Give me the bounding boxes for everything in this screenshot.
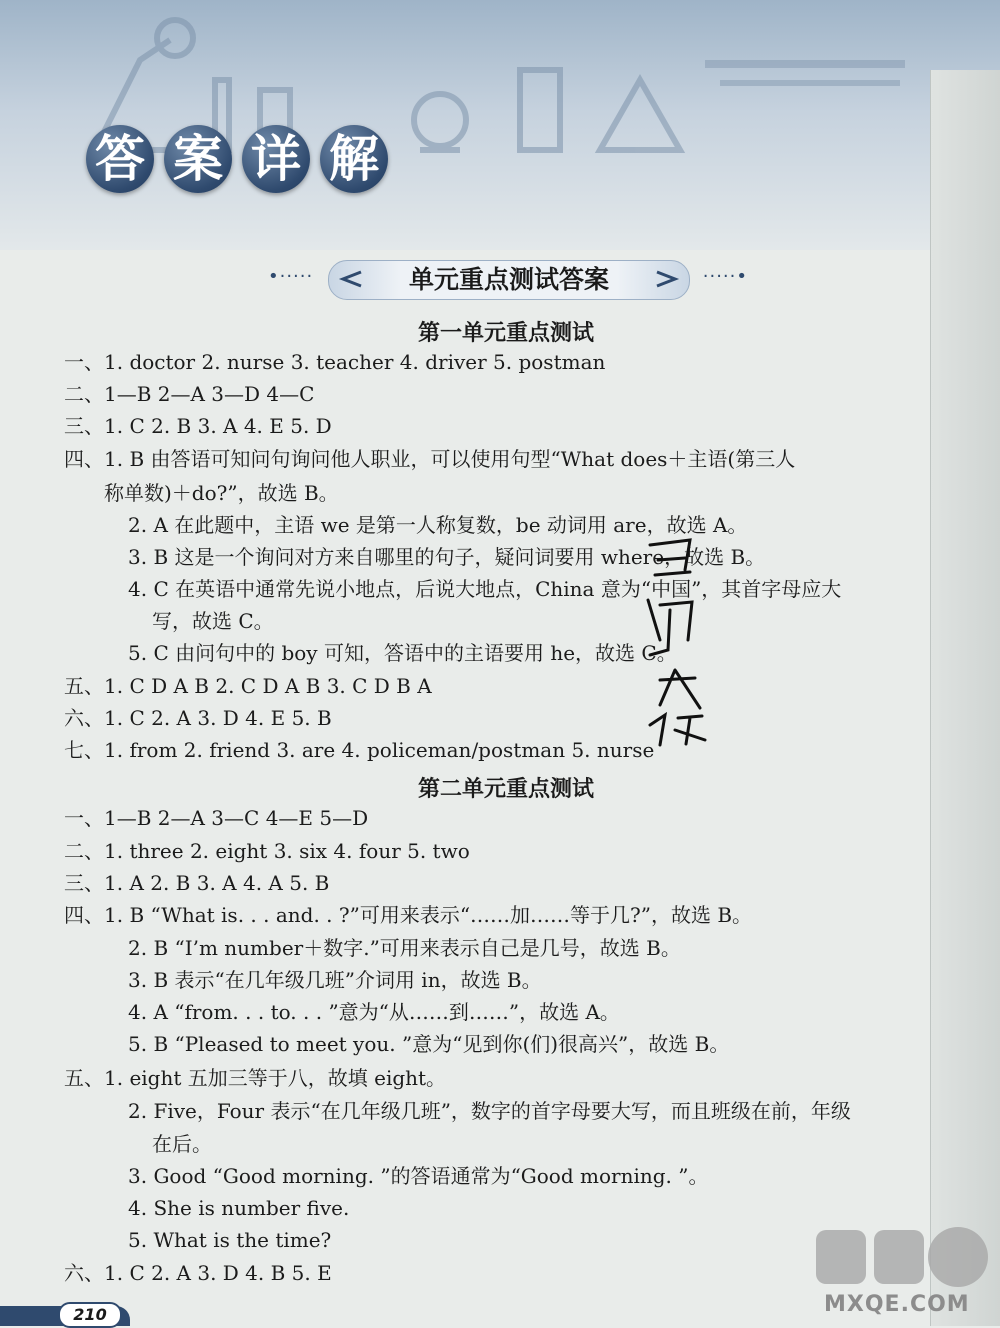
unit2-title: 第二单元重点测试	[417, 777, 594, 802]
answer-line: 七、1. from 2. friend 3. are 4. policeman/postman 5. nurse	[64, 738, 655, 762]
answer-line: 5. B “Pleased to meet you. ”意为“见到你(们)很高兴”，故选 B。	[128, 1032, 730, 1056]
answer-line: 六、1. C 2. A 3. D 4. E 5. B	[64, 706, 332, 730]
answer-line: 3. B 这是一个询问对方来自哪里的句子，疑问词要用 where，故选 B。	[128, 545, 766, 569]
answer-line: 称单数)＋do?”，故选 B。	[104, 481, 339, 505]
answer-line: 二、1—B 2—A 3—D 4—C	[64, 382, 315, 406]
answer-line: 2. B “I’m number＋数字.”可用来表示自己是几号，故选 B。	[128, 936, 681, 960]
banner-title-char: 详	[242, 125, 310, 193]
unit1-title: 第一单元重点测试	[417, 321, 594, 346]
lab-equipment-illustration	[0, 0, 1000, 250]
answer-line: 五、1. eight 五加三等于八，故填 eight。	[64, 1066, 447, 1090]
banner-title-char: 答	[86, 125, 154, 193]
page-right-margin	[930, 70, 1000, 1326]
answer-line: 5. What is the time?	[128, 1228, 332, 1252]
answer-line: 写，故选 C。	[152, 609, 274, 633]
answer-line: 3. B 表示“在几年级几班”介词用 in，故选 B。	[128, 968, 542, 992]
banner-title-char: 案	[164, 125, 232, 193]
answer-line: 五、1. C D A B 2. C D A B 3. C D B A	[64, 674, 432, 698]
answer-line: 四、1. B 由答语可知问句询问他人职业，可以使用句型“What does＋主语(第三人	[64, 447, 796, 471]
section-title-pill	[328, 260, 690, 300]
section-dots-right: ·····•	[702, 266, 748, 287]
right-chevron-ornament-icon	[655, 270, 681, 288]
answer-line: 四、1. B “What is. . . and. . ?”可用来表示“……加……等于几?”，故选 B。	[64, 903, 753, 927]
page-number: 210	[58, 1302, 122, 1328]
section-dots-left: •·····	[268, 266, 314, 287]
watermark-site-text: MXQE.COM	[824, 1292, 970, 1317]
page-number-tab	[0, 1300, 140, 1326]
watermark-logo	[812, 1222, 992, 1292]
answer-line: 六、1. C 2. A 3. D 4. B 5. E	[64, 1261, 332, 1285]
section-header	[268, 258, 748, 302]
header-banner	[0, 0, 1000, 250]
answer-line: 一、1—B 2—A 3—C 4—E 5—D	[64, 806, 369, 830]
answer-line: 一、1. doctor 2. nurse 3. teacher 4. driver 5. postman	[64, 350, 606, 374]
handwritten-signature	[630, 530, 720, 750]
answer-line: 三、1. C 2. B 3. A 4. E 5. D	[64, 414, 332, 438]
answer-line: 5. C 由问句中的 boy 可知，答语中的主语要用 he，故选 C。	[128, 641, 677, 665]
answer-line: 2. A 在此题中，主语 we 是第一人称复数，be 动词用 are，故选 A。	[128, 513, 748, 537]
answer-line: 3. Good “Good morning. ”的答语通常为“Good morning. ”。	[128, 1164, 709, 1188]
answer-line: 在后。	[152, 1132, 212, 1156]
answer-line: 4. A “from. . . to. . . ”意为“从……到……”，故选 A。	[128, 1000, 620, 1024]
answer-line: 4. C 在英语中通常先说小地点，后说大地点，China 意为“中国”，其首字母应大	[128, 577, 842, 601]
answer-line: 二、1. three 2. eight 3. six 4. four 5. two	[64, 839, 470, 863]
answer-line: 4. She is number five.	[128, 1196, 350, 1220]
answer-line: 2. Five，Four 表示“在几年级几班”，数字的首字母要大写，而且班级在前，年级	[128, 1099, 851, 1123]
banner-title-char: 解	[320, 125, 388, 193]
answer-line: 三、1. A 2. B 3. A 4. A 5. B	[64, 871, 330, 895]
section-title: 单元重点测试答案	[408, 265, 609, 294]
